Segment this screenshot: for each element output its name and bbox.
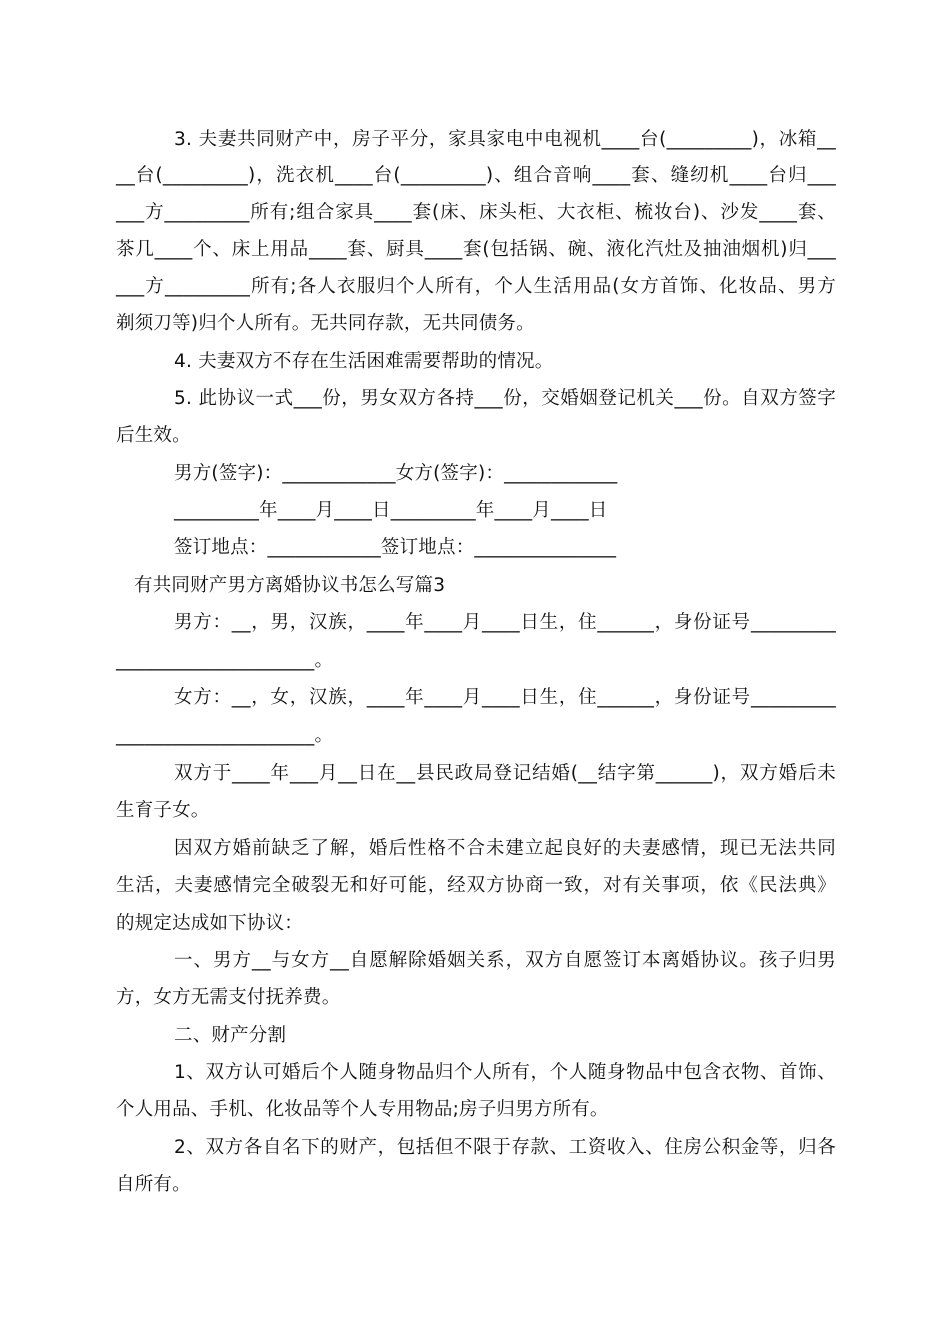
text-line: _____________________。 [116,650,334,671]
text-line: 男方：__，男，汉族，____年____月____日生，住______，身份证号_________ [174,612,836,633]
text-line: _____________________。 [116,725,334,746]
section-heading: 二、财产分割 [174,1025,287,1046]
text-line: 个人用品、手机、化妆品等个人专用物品;房子归男方所有。 [116,1099,609,1120]
section-title: 有共同财产男方离婚协议书怎么写篇3 [134,575,446,596]
text-line: 方，女方无需支付抚养费。 [116,987,341,1008]
text-line: ___方_________所有;各人衣服归个人所有，个人生活用品(女方首饰、化妆品、男方 [116,276,836,297]
text-line: 剃须刀等)归个人所有。无共同存款，无共同债务。 [116,313,535,334]
text-line: 的规定达成如下协议： [116,913,304,934]
text-line: 生活，夫妻感情完全破裂无和好可能，经双方协商一致，对有关事项，依《民法典》 [116,875,836,896]
text-line: 2、双方各自名下的财产，包括但不限于存款、工资收入、住房公积金等，归各 [174,1137,836,1158]
text-line: ___方_________所有;组合家具____套(床、床头柜、大衣柜、梳妆台)、沙发____套、 [116,202,836,223]
text-line: 一、男方__与女方__自愿解除婚姻关系，双方自愿签订本离婚协议。孩子归男 [174,950,836,971]
text-line: 1、双方认可婚后个人随身物品归个人所有，个人随身物品中包含衣物、首饰、 [174,1062,836,1083]
signature-line: 男方(签字)：____________女方(签字)：____________ [174,463,618,484]
text-line: __台(_________)，洗衣机____台(_________)、组合音响____套、缝纫机____台归___ [116,165,836,186]
text-line: 双方于____年___月__日在__县民政局登记结婚(__结字第______)，双方婚后未 [174,763,836,784]
date-line: _________年____月____日_________年____月____日 [174,500,608,521]
text-line: 后生效。 [116,425,191,446]
text-line: 因双方婚前缺乏了解，婚后性格不合未建立起良好的夫妻感情，现已无法共同 [174,838,836,859]
text-line: 生育子女。 [116,800,210,821]
text-line: 5. 此协议一式___份，男女双方各持___份，交婚姻登记机关___份。自双方签字 [174,388,836,409]
signing-place-line: 签订地点：____________签订地点：_______________ [174,537,617,558]
text-line: 3. 夫妻共同财产中，房子平分，家具家电中电视机____台(_________)，冰箱__ [174,129,836,150]
text-line: 自所有。 [116,1174,191,1195]
text-line: 女方：__，女，汉族，____年____月____日生，住______，身份证号_________ [174,687,836,708]
text-line: 茶几____个、床上用品____套、厨具____套(包括锅、碗、液化汽灶及抽油烟机)归___ [116,239,836,260]
text-line: 4. 夫妻双方不存在生活困难需要帮助的情况。 [174,351,554,372]
